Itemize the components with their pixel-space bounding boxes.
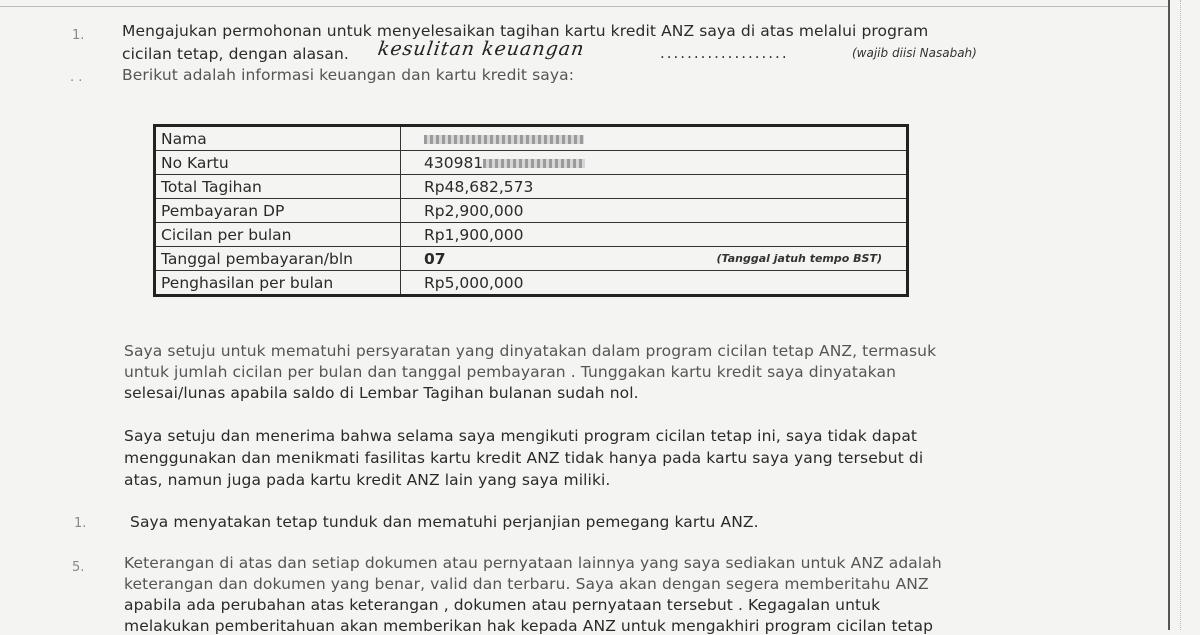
scan-edge-mark (1180, 0, 1185, 630)
item1-line1: Mengajukan permohonan untuk menyelesaikan tagihan kartu kredit ANZ saya di atas melalui program (122, 22, 929, 40)
accept-line2: menggunakan dan menikmati fasilitas kartu kredit ANZ tidak hanya pada kartu saya yang tersebut di (124, 449, 924, 467)
agree-line1: Saya setuju untuk mematuhi persyaratan yang dinyatakan dalam program cicilan tetap ANZ, termasuk (124, 342, 937, 360)
info-line3: apabila ada perubahan atas keterangan , dokumen atau pernyataan tersebut . Kegagalan untuk (124, 596, 881, 614)
row-value (401, 151, 908, 175)
row-label: Penghasilan per bulan (155, 271, 401, 296)
due-date-note: (Tanggal jatuh tempo BST) (716, 252, 882, 265)
item-number-5: 5. (72, 560, 85, 575)
row-label: Pembayaran DP (155, 199, 401, 223)
row-value (401, 223, 908, 247)
row-label: Cicilan per bulan (155, 223, 401, 247)
row-value (401, 247, 908, 271)
value-text: 07 (424, 249, 446, 268)
handwritten-reason: kesulitan keuangan (376, 38, 586, 60)
info-line2: keterangan dan dokumen yang benar, valid dan terbaru. Saya akan dengan segera memberitahu ANZ (124, 575, 929, 593)
table-row (155, 151, 908, 175)
row-label: Tanggal pembayaran/bln (155, 247, 401, 271)
table-row (155, 175, 908, 199)
row-value (401, 271, 908, 296)
required-note: (wajib diisi Nasabah) (852, 46, 977, 60)
table-row (155, 271, 908, 296)
item-number-4: 1. (74, 516, 87, 531)
financial-info-table (153, 124, 909, 297)
value-text: Rp48,682,573 (424, 177, 534, 196)
fill-in-dots: ................... (660, 44, 789, 62)
row-value (401, 199, 908, 223)
table-row (155, 247, 908, 271)
info-line4: melakukan pemberitahuan akan memberikan hak kepada ANZ untuk mengakhiri program cicilan tetap (124, 617, 934, 635)
item2-line: Berikut adalah informasi keuangan dan kartu kredit saya: (122, 66, 575, 84)
agree-line3: selesai/lunas apabila saldo di Lembar Tagihan bulanan sudah nol. (124, 384, 639, 402)
redaction-mark (483, 159, 585, 168)
value-text: Rp1,900,000 (424, 225, 524, 244)
accept-line3: atas, namun juga pada kartu kredit ANZ lain yang saya miliki. (124, 471, 611, 489)
table-row (155, 199, 908, 223)
right-margin-border (1168, 0, 1170, 630)
item-number-2: . . (70, 70, 83, 85)
row-label: No Kartu (155, 151, 401, 175)
info-line1: Keterangan di atas dan setiap dokumen atau pernyataan lainnya yang saya sediakan untuk ANZ adalah (124, 554, 942, 572)
row-value-redacted (401, 126, 908, 151)
item-number-1: 1. (72, 28, 85, 43)
table-row (155, 223, 908, 247)
comply-line1: Saya menyatakan tetap tunduk dan mematuhi perjanjian pemegang kartu ANZ. (130, 513, 759, 531)
redaction-mark (424, 135, 584, 144)
card-number-prefix: 430981 (424, 153, 484, 172)
agree-line2: untuk jumlah cicilan per bulan dan tanggal pembayaran . Tunggakan kartu kredit saya dinyatakan (124, 363, 896, 381)
value-text: Rp2,900,000 (424, 201, 524, 220)
value-text: Rp5,000,000 (424, 273, 524, 292)
top-divider (0, 6, 1168, 7)
row-value (401, 175, 908, 199)
row-label: Total Tagihan (155, 175, 401, 199)
row-label: Nama (155, 126, 401, 151)
table-row (155, 126, 908, 151)
accept-line1: Saya setuju dan menerima bahwa selama saya mengikuti program cicilan tetap ini, saya tidak dapat (124, 427, 918, 445)
item1-line2-prefix: cicilan tetap, dengan alasan. (122, 45, 349, 63)
